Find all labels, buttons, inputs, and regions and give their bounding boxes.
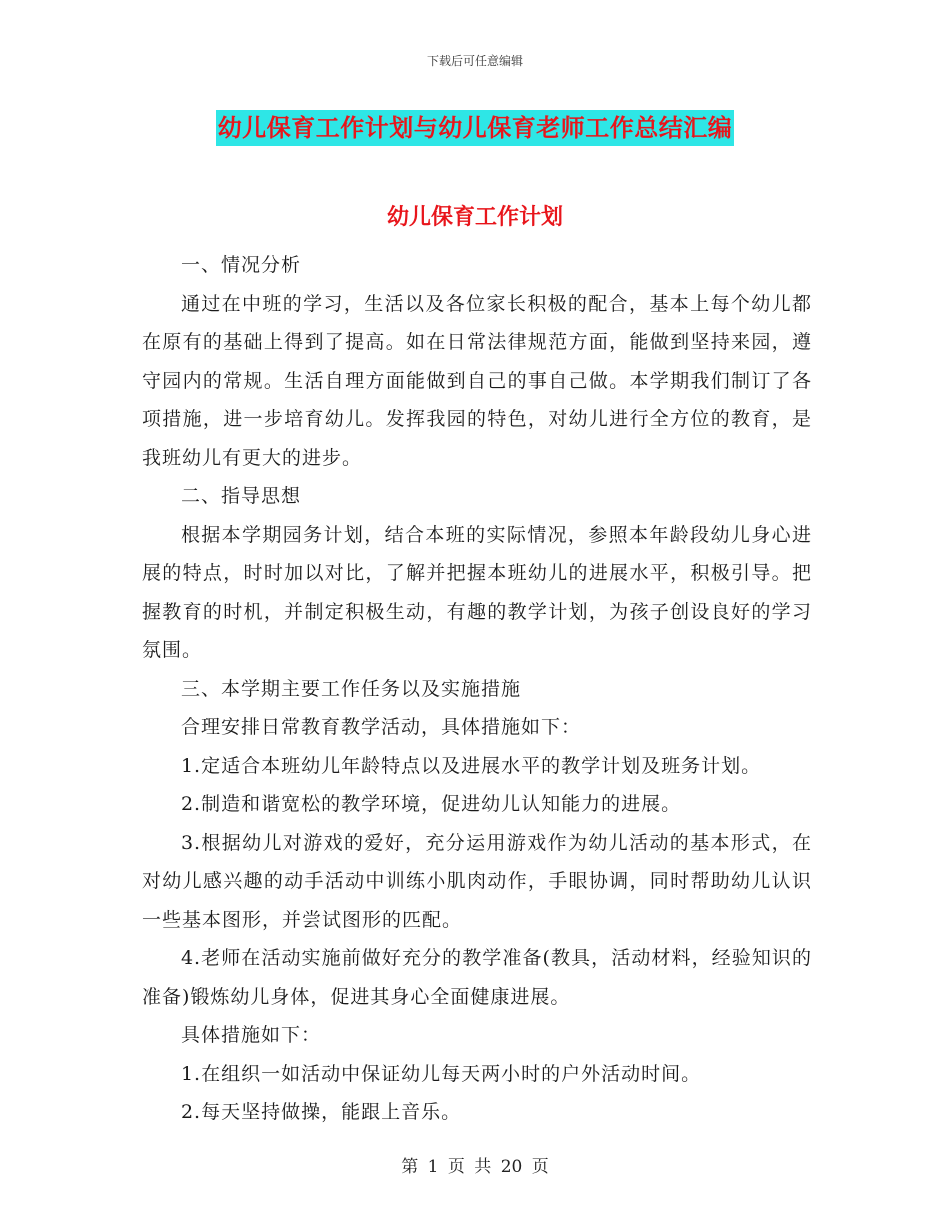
section-title: 幼儿保育工作计划 [386, 205, 563, 230]
document-body [142, 246, 812, 1132]
list-item-3: 3.根据幼儿对游戏的爱好，充分运用游戏作为幼儿活动的基本形式，在对幼儿感兴趣的动手活动中训练小肌肉动作，手眼协调，同时帮助幼儿认识一些基本图形，并尝试图形的匹配。 [142, 831, 812, 931]
page-footer: 第 1 页 共 20 页 [401, 1157, 549, 1177]
list-item-2: 2.制造和谐宽松的教学环境，促进幼儿认知能力的进展。 [180, 793, 682, 815]
paragraph-situation-analysis: 通过在中班的学习，生活以及各位家长积极的配合，基本上每个幼儿都在原有的基础上得到了提高。如在日常法律规范方面，能做到坚持来园，遵守园内的常规。生活自理方面能做到自己的事自己做。本学期我们制订了各项措施，进一步培育幼儿。发挥我园的特色，对幼儿进行全方位的教育，是我班幼儿有更大的进步。 [142, 292, 812, 469]
paragraph-measures-intro: 合理安排日常教育教学活动，具体措施如下： [180, 716, 581, 738]
document-title: 幼儿保育工作计划与幼儿保育老师工作总结汇编 [216, 110, 735, 146]
document-title-container [0, 110, 950, 146]
heading-main-tasks: 三、本学期主要工作任务以及实施措施 [180, 677, 521, 700]
paragraph-specific-measures: 具体措施如下： [180, 1024, 321, 1046]
heading-guiding-thought: 二、指导思想 [180, 485, 301, 507]
list-item-1: 1.定适合本班幼儿年龄特点以及进展水平的教学计划及班务计划。 [180, 754, 762, 777]
paragraph-guiding-thought: 根据本学期园务计划，结合本班的实际情况，参照本年龄段幼儿身心进展的特点，时时加以对比，了解并把握本班幼儿的进展水平，积极引导。把握教育的时机，并制定积极生动，有趣的教学计划，为孩子创设良好的学习氛围。 [142, 523, 812, 661]
measure-item-1: 1.在组织一如活动中保证幼儿每天两小时的户外活动时间。 [180, 1062, 702, 1085]
list-item-4: 4.老师在活动实施前做好充分的教学准备(教具，活动材料，经验知识的准备)锻炼幼儿身体，促进其身心全面健康进展。 [142, 947, 812, 1008]
header-note: 下载后可任意编辑 [426, 54, 523, 68]
heading-situation-analysis: 一、情况分析 [180, 254, 301, 276]
measure-item-2: 2.每天坚持做操，能跟上音乐。 [180, 1101, 462, 1123]
